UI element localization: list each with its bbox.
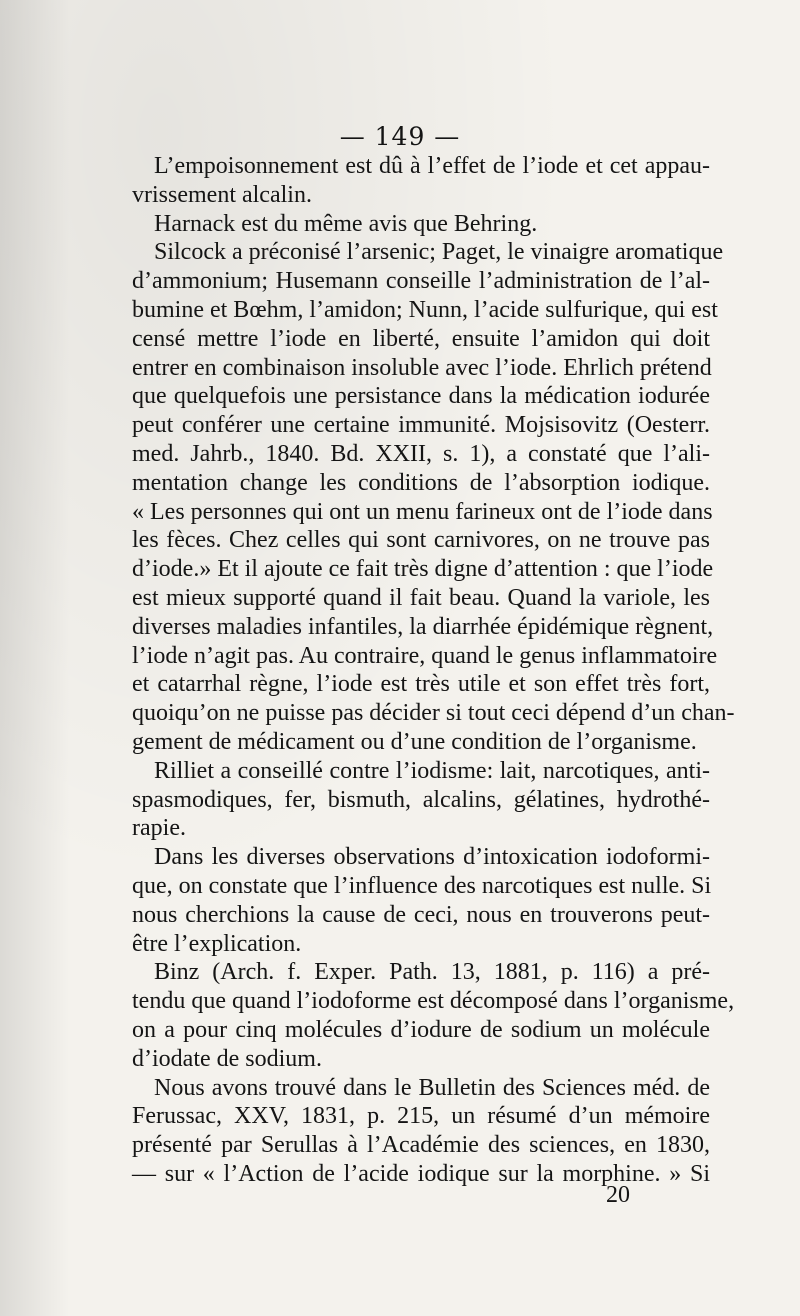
text-line: entrer en combinaison insoluble avec l’iode. Ehrlich prétend — [132, 354, 712, 381]
text-line: d’iode.» Et il ajoute ce fait très digne d’attention : que l’iode — [132, 556, 714, 583]
text-line: d’iodate de sodium. — [132, 1045, 322, 1072]
text-line: peut conférer une certaine immunité. Mojsisovitz (Oesterr. — [132, 412, 710, 439]
text-line: l’iode n’agit pas. Au contraire, quand le genus inflammatoire — [132, 642, 718, 669]
text-line: Ferussac, XXV, 1831, p. 215, un résumé d’un mémoire — [132, 1103, 710, 1130]
text-line: que quelquefois une persistance dans la médication iodurée — [132, 383, 710, 410]
text-line: que, on constate que l’influence des narcotiques est nulle. Si — [132, 872, 712, 899]
text-line: rapie. — [132, 815, 186, 842]
text-line: bumine et Bœhm, l’amidon; Nunn, l’acide sulfurique, qui est — [132, 296, 718, 323]
text-line: nous cherchions la cause de ceci, nous en trouverons peut- — [132, 901, 710, 928]
text-line: quoiqu’on ne puisse pas décider si tout ceci dépend d’un chan- — [132, 700, 735, 727]
text-line: L’empoisonnement est dû à l’effet de l’iode et cet appau- — [154, 153, 710, 179]
text-line: être l’explication. — [132, 930, 302, 957]
text-line: Silcock a préconisé l’arsenic; Paget, le vinaigre aromatique — [154, 239, 724, 266]
text-line: spasmodiques, fer, bismuth, alcalins, gélatines, hydrothé- — [132, 786, 710, 813]
text-line: tendu que quand l’iodoforme est décomposé dans l’organisme, — [132, 988, 735, 1015]
text-line: mentation change les conditions de l’absorption iodique. — [132, 469, 710, 496]
text-line: diverses maladies infantiles, la diarrhée épidémique règnent, — [132, 613, 714, 640]
text-line: présenté par Serullas à l’Académie des sciences, en 1830, — [132, 1132, 710, 1159]
text-line: les fèces. Chez celles qui sont carnivores, on ne trouve pas — [132, 527, 710, 554]
text-line: Binz (Arch. f. Exper. Path. 13, 1881, p. 116) a pré- — [154, 959, 710, 986]
text-line: — sur « l’Action de l’acide iodique sur la morphine. » Si — [132, 1160, 710, 1187]
page-number: — 149 — — [339, 122, 461, 151]
text-line: Rilliet a conseillé contre l’iodisme: lait, narcotiques, anti- — [154, 757, 710, 784]
body-text — [132, 152, 735, 1189]
text-line: Harnack est du même avis que Behring. — [154, 210, 538, 237]
text-line: d’ammonium; Husemann conseille l’administration de l’al- — [132, 268, 710, 295]
signature-mark: 20 — [606, 1182, 630, 1208]
text-line: et catarrhal règne, l’iode est très utile et son effet très fort, — [132, 671, 710, 698]
text-line: « Les personnes qui ont un menu farineux ont de l’iode dans — [132, 498, 713, 525]
text-line: est mieux supporté quand il fait beau. Quand la variole, les — [132, 584, 710, 611]
text-line: med. Jahrb., 1840. Bd. XXII, s. 1), a constaté que l’ali- — [132, 440, 710, 467]
text-line: gement de médicament ou d’une condition de l’organisme. — [132, 728, 697, 755]
text-line: censé mettre l’iode en liberté, ensuite l’amidon qui doit — [132, 325, 710, 352]
text-line: Nous avons trouvé dans le Bulletin des Sciences méd. de — [154, 1074, 710, 1101]
text-line: vrissement alcalin. — [132, 181, 312, 208]
text-line: on a pour cinq molécules d’iodure de sodium un molécule — [132, 1016, 710, 1043]
text-line: Dans les diverses observations d’intoxication iodoformi- — [154, 844, 710, 871]
